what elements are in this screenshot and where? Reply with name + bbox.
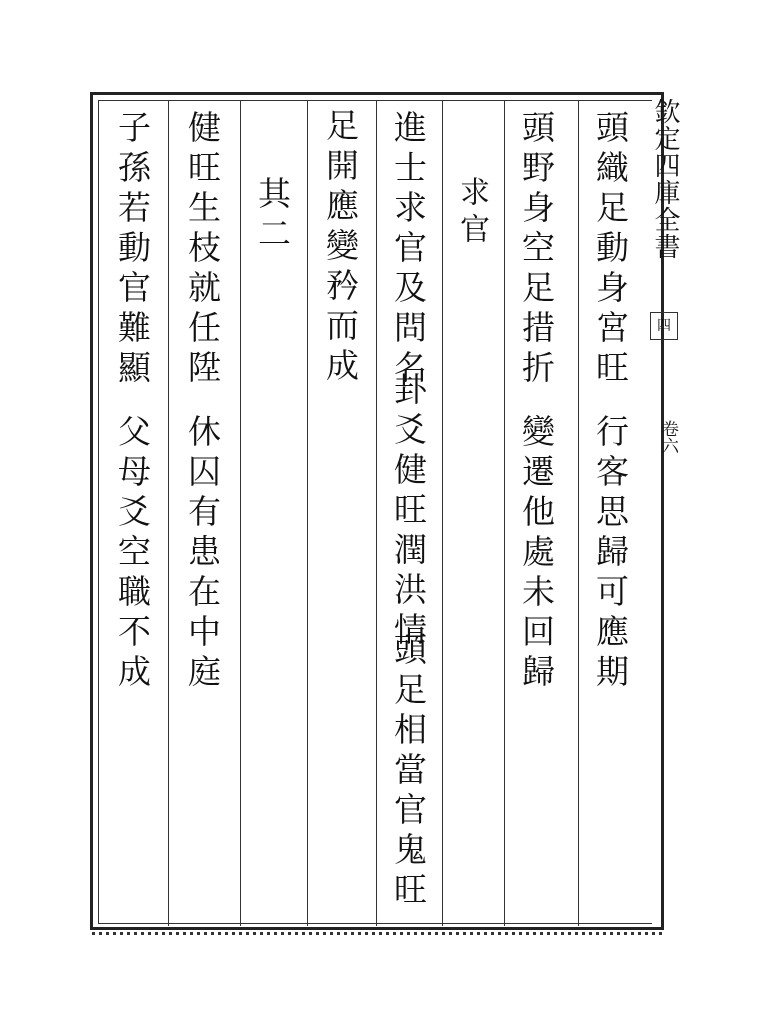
column-rule [442,100,443,926]
column-rule [504,100,505,926]
verse-line: 父母爻空職不成 [113,414,152,694]
inner-border [98,100,652,924]
verse-line: 進士求官及問名 [389,110,428,390]
verse-line: 子孫若動官難顯 [113,110,152,390]
juan-label: 卷六 [658,420,678,454]
verse-line: 卦爻健旺潤洪情 [389,372,428,652]
verse-line: 頭織足動身宮旺 [591,110,630,390]
verse-line: 頭野身空足措折 [517,110,556,390]
column-rule [168,100,169,926]
verse-line: 行客思歸可應期 [591,414,630,694]
verse-line: 變遷他處未回歸 [517,414,556,694]
section-heading: 求官 [454,176,489,250]
column-rule [578,100,579,926]
column-rule [376,100,377,926]
verse-line: 休囚有患在中庭 [183,414,222,694]
verse-line: 足開應變矜而成 [321,108,360,388]
fold-mark: 四 [650,312,678,340]
book-title-label: 欽定四庫全書 [650,98,680,260]
verse-line: 健旺生枝就任陞 [183,110,222,390]
column-rule [307,100,308,926]
column-rule [240,100,241,926]
section-heading: 其二 [253,176,292,256]
verse-line: 頭足相當官鬼旺 [389,632,428,912]
print-speckle [92,932,662,935]
